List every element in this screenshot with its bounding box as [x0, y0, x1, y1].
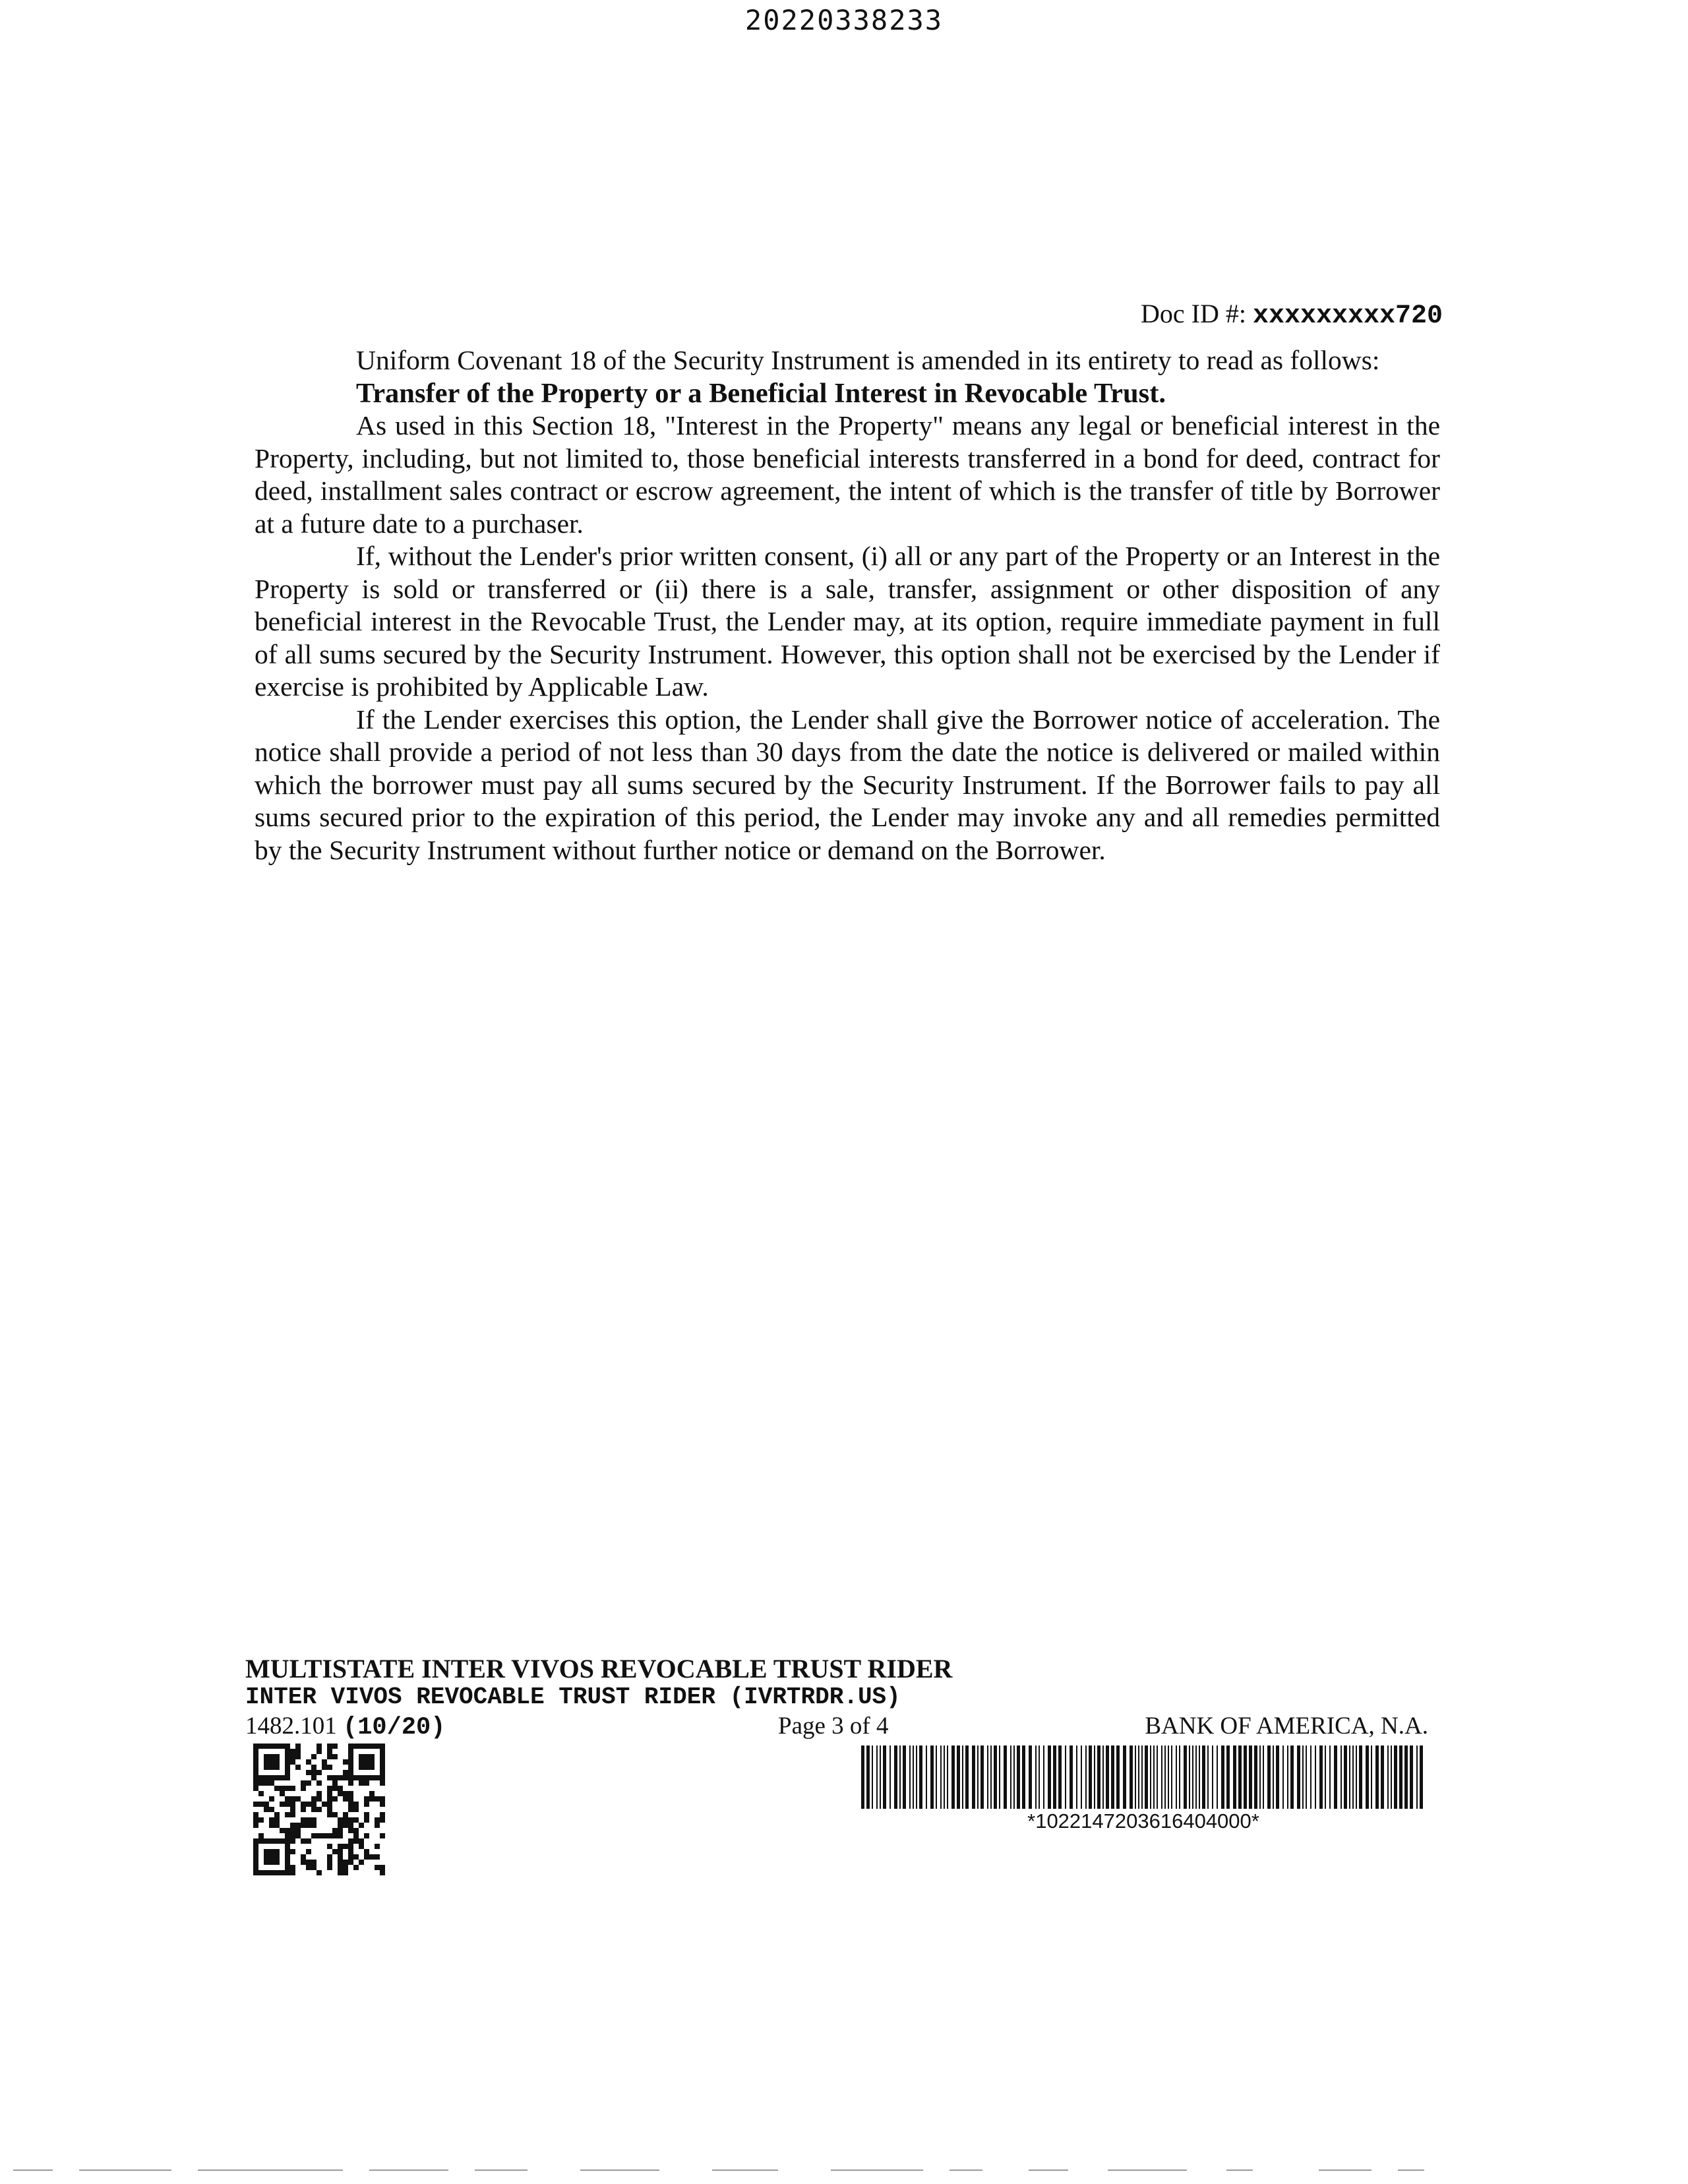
form-date: (10/20) — [343, 1714, 446, 1742]
barcode-number: *1022147203616404000* — [1027, 1809, 1259, 1833]
form-title: MULTISTATE INTER VIVOS REVOCABLE TRUST RIDER — [245, 1654, 953, 1684]
paragraph-acceleration: If the Lender exercises this option, the Lender shall give the Borrower notice of acceleration. The notice shall provide a period of not less than 30 days from the date the notice is delivered or mailed within which the borrower must pay all sums secured by the Security Instrument. If the Borrower fails to pay all sums secured prior to the expiration of this period, the Lender may invoke any and all remedies permitted by the Security Instrument without further notice or demand on the Borrower. — [255, 704, 1440, 865]
intro-paragraph: Uniform Covenant 18 of the Security Instrument is amended in its entirety to read as follows: — [356, 345, 1380, 375]
document-body — [255, 344, 1440, 866]
page-number: Page 3 of 4 — [778, 1713, 889, 1740]
form-footer — [245, 1654, 1440, 1742]
qr-code-icon — [253, 1744, 385, 1875]
recording-number: 20220338233 — [744, 4, 944, 36]
doc-id-value: xxxxxxxxx720 — [1252, 301, 1443, 331]
form-info-row — [245, 1711, 1440, 1742]
section-heading: Transfer of the Property or a Beneficial Interest in Revocable Trust. — [356, 377, 1166, 409]
form-number — [245, 1711, 445, 1744]
paragraph-transfer: If, without the Lender's prior written consent, (i) all or any part of the Property or an Interest in the Property is sold or transferred or (ii) there is a sale, transfer, assignment or other disposition of any beneficial interest in the Revocable Trust, the Lender may, at its option, require immediate payment in full of all sums secured by the Security Instrument. However, this option shall not be exercised by the Lender if exercise is prohibited by Applicable Law. — [255, 541, 1440, 702]
doc-id — [1141, 298, 1443, 331]
doc-id-label: Doc ID #: — [1140, 299, 1253, 328]
form-subtitle: INTER VIVOS REVOCABLE TRUST RIDER (IVRTRDR.US) — [245, 1684, 901, 1711]
barcode-icon — [861, 1745, 1426, 1809]
lender-name: BANK OF AMERICA, N.A. — [1145, 1713, 1428, 1740]
form-number-value: 1482.101 — [245, 1713, 343, 1740]
scan-edge-artifact — [0, 2169, 1688, 2173]
paragraph-definition: As used in this Section 18, "Interest in the Property" means any legal or beneficial interest in the Property, including, but not limited to, those beneficial interests transferred in a bond for deed, contract for deed, installment sales contract or escrow agreement, the intent of which is the transfer of title by Borrower at a future date to a purchaser. — [255, 410, 1440, 539]
